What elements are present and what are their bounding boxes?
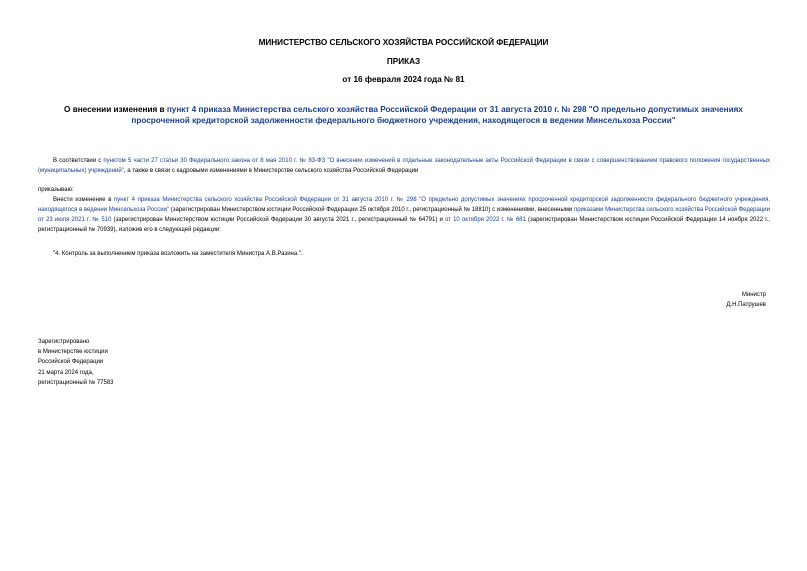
registration-line: Зарегистрировано	[38, 339, 90, 345]
prikazyvayu-text: приказываю:	[38, 187, 74, 193]
amend-text-4: (зарегистрирован Министерством юстиции Российской Федерации 14 ноября 2022 г., регистрационный № 70939), изложив его в следующей редакции:	[38, 216, 770, 233]
amend-order-2022-link[interactable]: от 10 октября 2022 г. № 681	[445, 216, 526, 223]
amendment-paragraph	[38, 196, 770, 236]
preamble-paragraph	[38, 157, 770, 177]
amend-order-link[interactable]: пункт 4 приказа Министерства сельского хозяйства Российской Федерации от 31 августа 2010 г. № 298 "О предельно допустимых значениях просроченной кредиторской задолженности федерального бюджетного учреждения, находящегося в ведении Минсельхоза России"	[38, 197, 770, 213]
registration-block	[38, 337, 114, 388]
preamble-text-1: В соответствии с	[53, 158, 104, 164]
order-heading: ПРИКАЗ	[386, 57, 421, 66]
signature-name: Д.Н.Патрушев	[726, 302, 766, 308]
quoted-new-text: "4. Контроль за выполнением приказа возложить на заместителя Министра А.В.Разина.".	[53, 251, 303, 257]
signature-title: Министр	[741, 292, 766, 298]
registration-line: Российской Федерации	[38, 359, 104, 366]
ministry-heading: МИНИСТЕРСТВО СЕЛЬСКОГО ХОЗЯЙСТВА РОССИЙСКОЙ ФЕДЕРАЦИИ	[258, 38, 549, 47]
preamble-law-link[interactable]: пунктом 5 части 27 статьи 30 Федерального закона от 8 мая 2010 г. № 83-ФЗ "О внесении изменений в отдельные законодательные акты Российской Федерации в связи с совершенствованием правового положения государственных (муниципальных) учреждений"	[38, 158, 771, 174]
title-link[interactable]: пункт 4 приказа Министерства сельского хозяйства Российской Федерации от 31 августа 2010 г. № 298 "О предельно допустимых значениях просроченной кредиторской задолженности федерального бюджетного учреждения, находящегося в ведении Минсельхоза России"	[131, 105, 743, 125]
registration-line: 21 марта 2024 года,	[38, 369, 94, 376]
preamble-text-2: , а также в связи с кадровыми изменениями в Министерстве сельского хозяйства Российской Федерации	[123, 167, 419, 174]
amend-text-3: (зарегистрирован Министерством юстиции Российской Федерации 30 августа 2021 г., регистрационный № 64791) и	[111, 216, 445, 223]
registration-line: регистрационный № 77583	[38, 379, 114, 386]
amend-orders-2021-link[interactable]: приказами Министерства сельского хозяйства Российской Федерации от 23 июля 2021 г. № 510	[38, 206, 770, 223]
amend-text-1: Внести изменение в	[53, 197, 115, 203]
document-title	[50, 104, 757, 126]
registration-line: в Министерстве юстиции	[38, 349, 108, 356]
order-date: от 16 февраля 2024 года № 81	[342, 75, 465, 84]
title-prefix: О внесении изменения в	[64, 105, 167, 114]
amend-text-2: (зарегистрирован Министерством юстиции Российской Федерации 25 октября 2010 г., регистрационный № 18810) с изменениями, внесенными	[169, 206, 574, 213]
